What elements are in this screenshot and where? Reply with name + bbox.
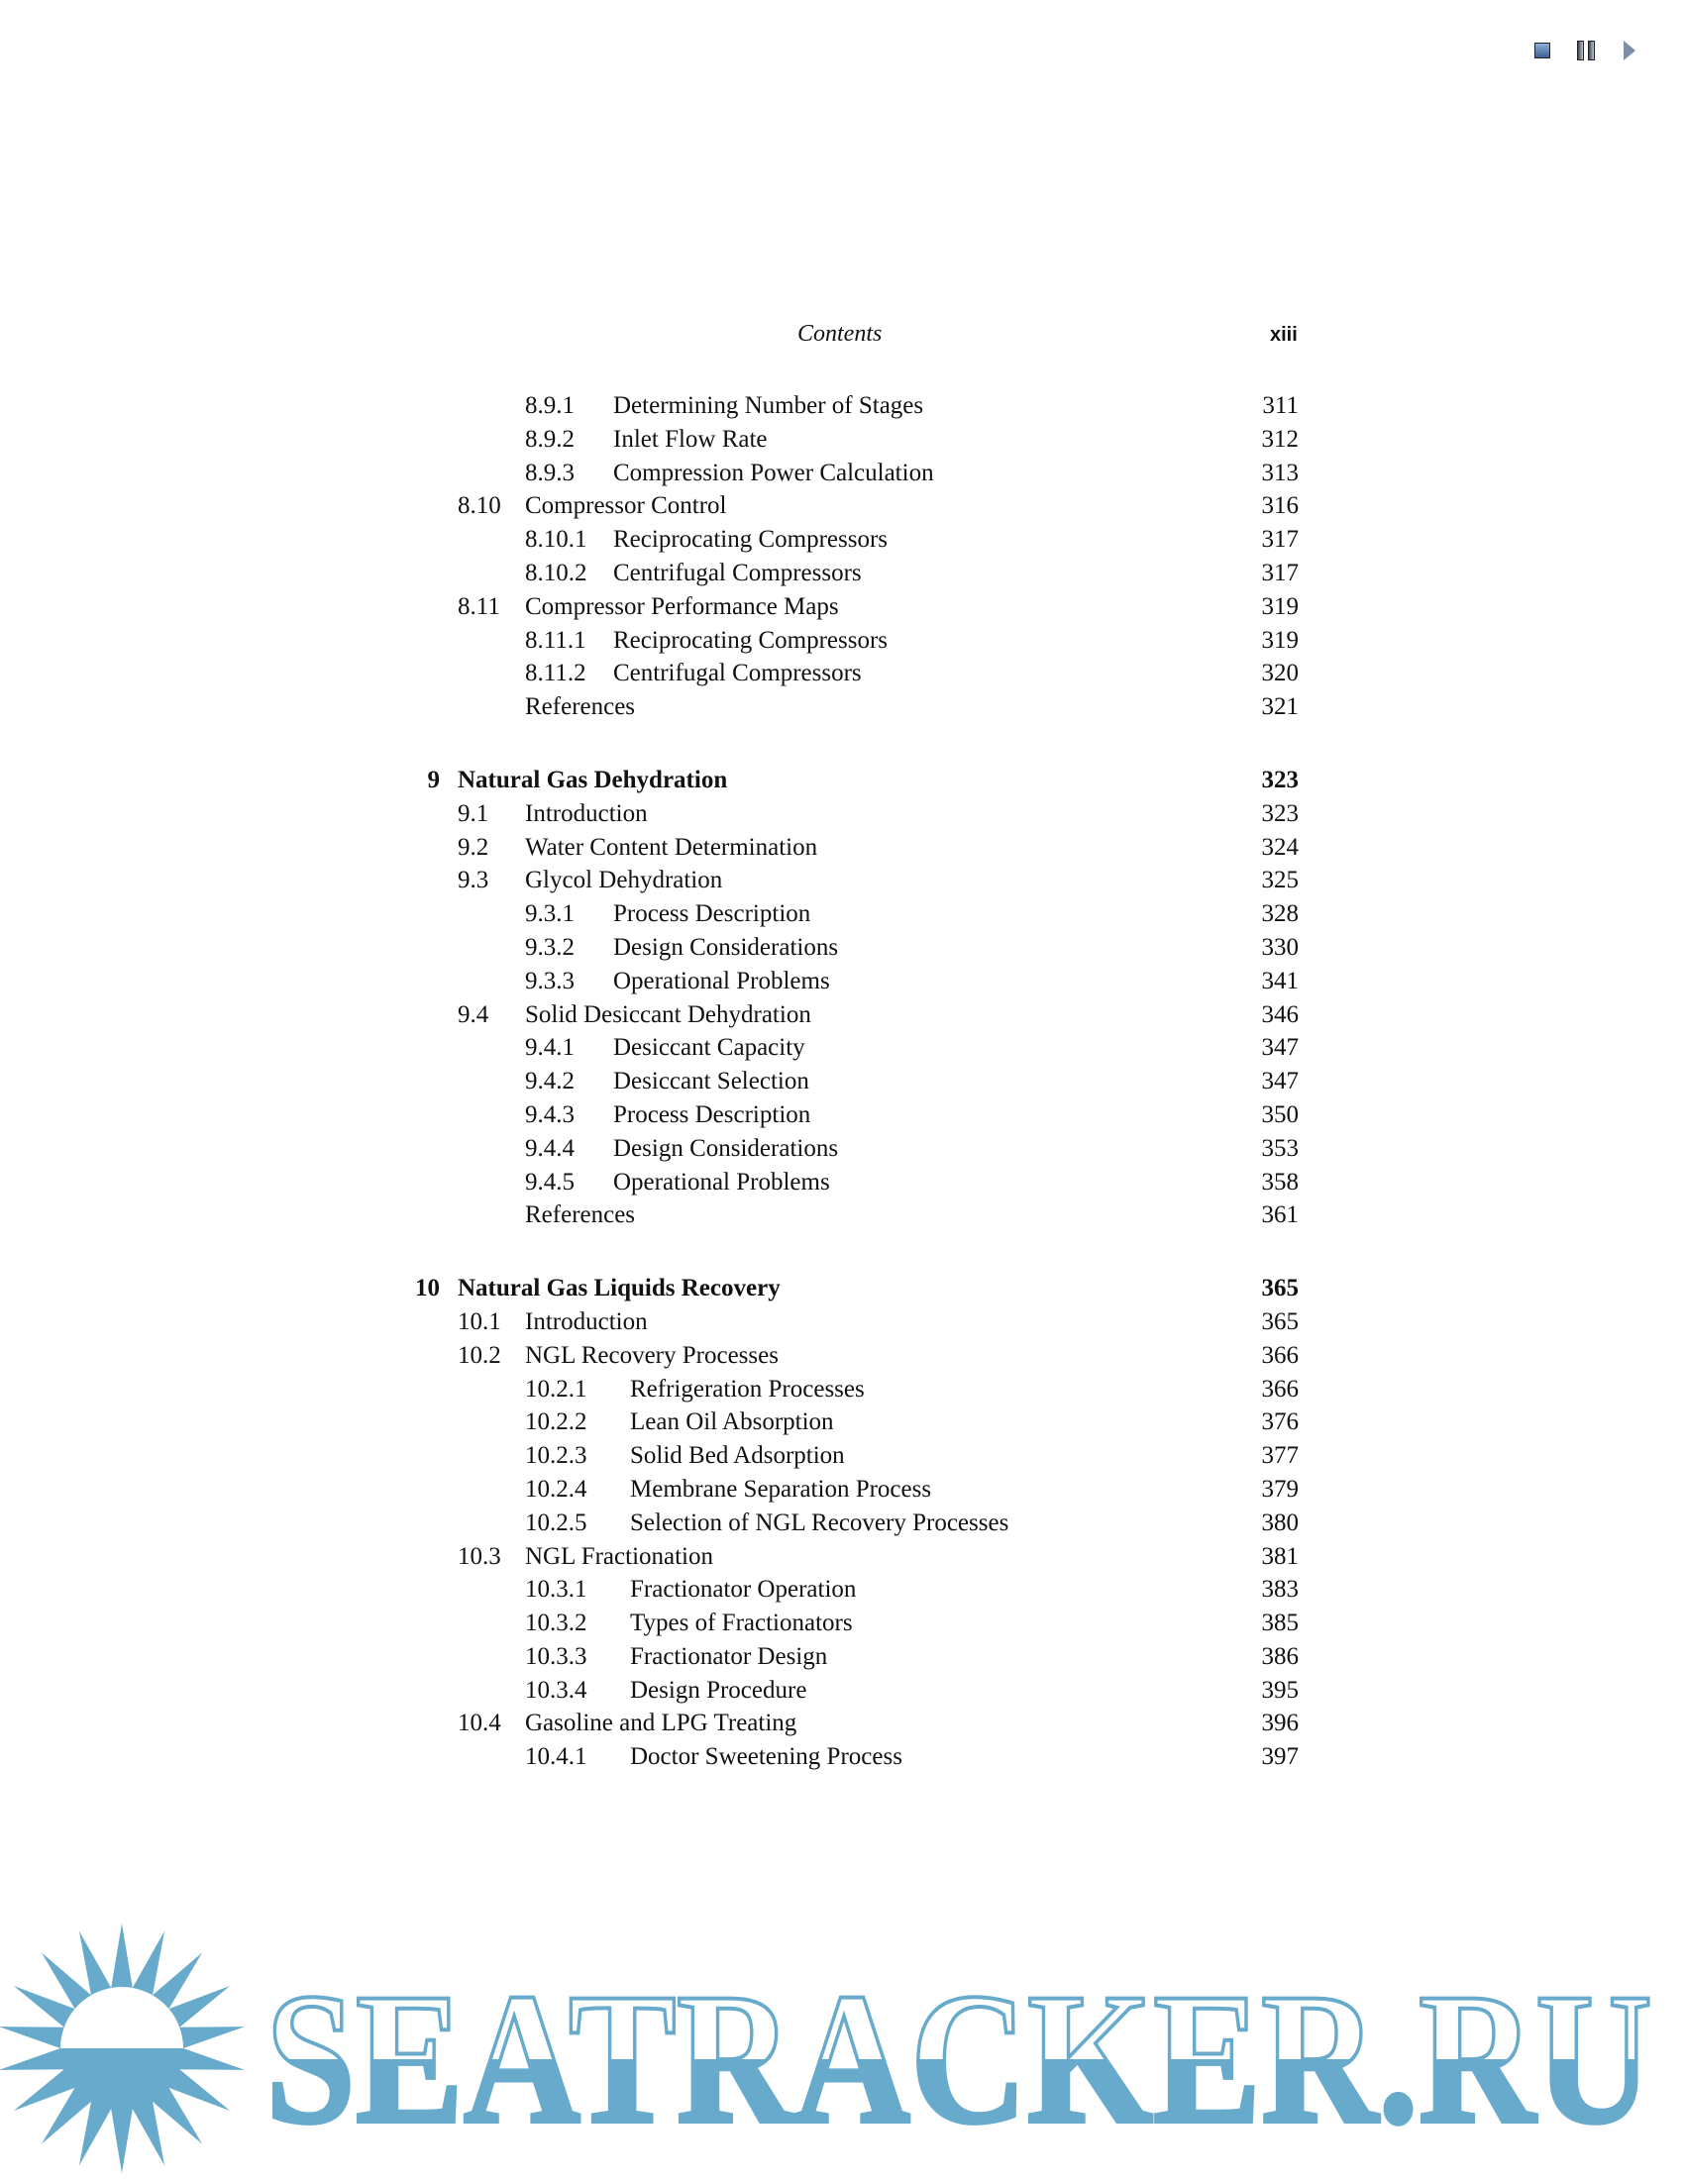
- play-icon: [1624, 41, 1635, 60]
- toc-entry-title: Selection of NGL Recovery Processes: [630, 1508, 1009, 1536]
- toc-entry-title: Doctor Sweetening Process: [630, 1743, 902, 1771]
- toc-entry-num: 9.3.3: [525, 967, 575, 994]
- toc-entry-title: Natural Gas Liquids Recovery: [458, 1275, 781, 1302]
- toc-entry-title: References: [525, 693, 636, 721]
- toc-entry-page: 381: [1261, 1542, 1299, 1570]
- toc-entry[interactable]: [0, 897, 1684, 931]
- watermark: [0, 1922, 1684, 2179]
- toc-entry-page: 379: [1261, 1475, 1299, 1503]
- toc-entry-page: 366: [1261, 1341, 1299, 1369]
- toc-entry[interactable]: [0, 965, 1684, 998]
- toc-entry[interactable]: [0, 1473, 1684, 1507]
- toc-entry-title: References: [525, 1201, 636, 1229]
- toc-entry-title: Natural Gas Dehydration: [458, 766, 728, 793]
- toc-entry-page: 386: [1261, 1642, 1299, 1670]
- toc-entry[interactable]: [0, 1674, 1684, 1708]
- toc-entry-page: 316: [1261, 492, 1299, 520]
- toc-entry-title: NGL Fractionation: [525, 1542, 714, 1570]
- toc-entry-num: 8.10.1: [525, 526, 587, 554]
- toc-entry-page: 380: [1261, 1508, 1299, 1536]
- toc-entry-page: 365: [1261, 1275, 1299, 1302]
- toc-entry[interactable]: [0, 1166, 1684, 1199]
- toc-entry-page: 353: [1261, 1134, 1299, 1162]
- toc-entry-title: Refrigeration Processes: [630, 1375, 865, 1403]
- toc-entry-title: Centrifugal Compressors: [613, 559, 862, 586]
- toc-entry-num: 10.2.1: [525, 1375, 587, 1403]
- toc-entry-num: 10.3.3: [525, 1642, 587, 1670]
- toc-entry-num: 8.11.1: [525, 626, 586, 654]
- toc-entry[interactable]: [0, 1607, 1684, 1640]
- toc-entry-num: 9.3.2: [525, 933, 575, 961]
- toc-entry[interactable]: [0, 1439, 1684, 1473]
- toc-entry-page: 397: [1261, 1743, 1299, 1771]
- toc-entry-num: 9.4.4: [525, 1134, 575, 1162]
- toc-entry[interactable]: [0, 1098, 1684, 1132]
- toc-entry[interactable]: [0, 1031, 1684, 1065]
- toc-entry-page: 317: [1261, 559, 1299, 586]
- toc-entry[interactable]: [0, 1573, 1684, 1607]
- toc-entry[interactable]: [0, 590, 1684, 624]
- toc-entry-page: 317: [1261, 526, 1299, 554]
- toc-entry[interactable]: [0, 831, 1684, 865]
- toc-entry-title: Reciprocating Compressors: [613, 526, 889, 554]
- toc-entry-num: 8.9.2: [525, 425, 575, 453]
- toc-entry-num: 9.4.5: [525, 1168, 575, 1196]
- toc-entry-page: 350: [1261, 1100, 1299, 1128]
- toc-entry-title: Glycol Dehydration: [525, 867, 723, 894]
- toc-entry-title: Compressor Control: [525, 492, 727, 520]
- sun-icon: [0, 1924, 245, 2173]
- toc-entry-title: Centrifugal Compressors: [613, 660, 862, 687]
- toc-entry-num: 10.2.4: [525, 1475, 587, 1503]
- toc-entry-title: Compression Power Calculation: [613, 459, 934, 486]
- toc-entry-title: Design Considerations: [613, 933, 839, 961]
- toc-entry-num: 10.3.1: [525, 1576, 587, 1604]
- toc-entry-num: 10.2.3: [525, 1442, 587, 1470]
- toc-entry-page: 366: [1261, 1375, 1299, 1403]
- running-head-title: Contents: [797, 321, 883, 347]
- toc-entry-num: 10.4.1: [525, 1743, 587, 1771]
- toc-entry-num: 9.1: [458, 799, 489, 827]
- pause-button[interactable]: [1577, 40, 1595, 61]
- toc-entry[interactable]: [0, 1507, 1684, 1540]
- toc-entry-num: 10.2.2: [525, 1408, 587, 1436]
- toc-entry-num: 9.4.1: [525, 1034, 575, 1062]
- toc-entry-title: Desiccant Capacity: [613, 1034, 805, 1062]
- toc-entry-num: 9.4.3: [525, 1100, 575, 1128]
- toc-entry-page: 383: [1261, 1576, 1299, 1604]
- toc-entry-title: Solid Desiccant Dehydration: [525, 1000, 811, 1028]
- toc-entry-title: Introduction: [525, 799, 648, 827]
- toc-entry[interactable]: [0, 624, 1684, 658]
- viewer-controls: [1533, 40, 1638, 61]
- toc-entry-title: Lean Oil Absorption: [630, 1408, 834, 1436]
- toc-entry-title: Introduction: [525, 1307, 648, 1335]
- toc-entry-page: 311: [1262, 392, 1299, 419]
- toc-entry-page: 361: [1261, 1201, 1299, 1229]
- toc-entry-title: NGL Recovery Processes: [525, 1341, 779, 1369]
- toc-entry[interactable]: [0, 423, 1684, 457]
- toc-entry-title: Determining Number of Stages: [613, 392, 924, 419]
- page-number: xiii: [1270, 324, 1298, 346]
- toc-entry-title: Reciprocating Compressors: [613, 626, 889, 654]
- toc-entry[interactable]: [0, 1740, 1684, 1774]
- toc-entry[interactable]: [0, 690, 1684, 724]
- stop-button[interactable]: [1533, 40, 1551, 61]
- toc-entry-title: Gasoline and LPG Treating: [525, 1710, 797, 1737]
- pause-icon: [1577, 41, 1595, 60]
- toc-entry[interactable]: [0, 1065, 1684, 1098]
- toc-entry-page: 323: [1261, 799, 1299, 827]
- toc-entry-title: Types of Fractionators: [630, 1610, 853, 1637]
- toc-entry-title: Operational Problems: [613, 1168, 830, 1196]
- toc-entry-page: 385: [1261, 1610, 1299, 1637]
- toc-entry-page: 321: [1261, 693, 1299, 721]
- toc-entry-page: 377: [1261, 1442, 1299, 1470]
- toc-entry-title: Membrane Separation Process: [630, 1475, 932, 1503]
- toc-entry[interactable]: [0, 864, 1684, 897]
- toc-entry-page: 323: [1261, 766, 1299, 793]
- toc-entry-page: 395: [1261, 1676, 1299, 1704]
- toc-entry-num: 9.2: [458, 833, 489, 861]
- toc-entry-page: 330: [1261, 933, 1299, 961]
- toc-entry[interactable]: [0, 1305, 1684, 1339]
- toc-entry-title: Solid Bed Adsorption: [630, 1442, 845, 1470]
- toc-entry[interactable]: [0, 797, 1684, 831]
- toc-entry-title: Compressor Performance Maps: [525, 592, 839, 620]
- toc-entry[interactable]: [0, 389, 1684, 423]
- toc-entry[interactable]: [0, 1373, 1684, 1406]
- watermark-logo: [0, 1922, 1684, 2179]
- toc-entry-title: Inlet Flow Rate: [613, 425, 768, 453]
- toc-entry[interactable]: [0, 1339, 1684, 1373]
- toc-entry[interactable]: [0, 998, 1684, 1032]
- toc-entry-title: Operational Problems: [613, 967, 830, 994]
- toc-entry-num: 9.3.1: [525, 900, 575, 928]
- toc-entry-num: 10.2: [458, 1341, 501, 1369]
- toc-chapter-entry[interactable]: [0, 1272, 1684, 1305]
- toc-entry-page: 319: [1261, 626, 1299, 654]
- toc-entry[interactable]: [0, 1405, 1684, 1439]
- toc-entry-num: 8.9.1: [525, 392, 575, 419]
- toc-entry[interactable]: [0, 557, 1684, 590]
- toc-entry-title: Water Content Determination: [525, 833, 818, 861]
- toc-entry-num: 9.4: [458, 1000, 489, 1028]
- toc-entry[interactable]: [0, 457, 1684, 490]
- toc-entry[interactable]: [0, 489, 1684, 523]
- toc-entry-page: 365: [1261, 1307, 1299, 1335]
- toc-entry-title: Design Considerations: [613, 1134, 839, 1162]
- toc-chapter-entry[interactable]: [0, 764, 1684, 797]
- toc-entry-num: 8.10.2: [525, 559, 587, 586]
- toc-entry[interactable]: [0, 1132, 1684, 1166]
- toc-entry-page: 347: [1261, 1034, 1299, 1062]
- toc-entry-page: 347: [1261, 1068, 1299, 1095]
- toc-entry[interactable]: [0, 657, 1684, 690]
- toc-entry-page: 376: [1261, 1408, 1299, 1436]
- toc-entry[interactable]: [0, 1707, 1684, 1740]
- stop-icon: [1534, 43, 1550, 58]
- watermark-text: SEATRACKER.RU: [265, 1955, 1652, 2163]
- toc-entry-num: 8.11: [458, 592, 500, 620]
- toc-entry-num: 10.1: [458, 1307, 501, 1335]
- table-of-contents: [0, 389, 1684, 1774]
- toc-entry-page: 325: [1261, 867, 1299, 894]
- toc-entry-page: 312: [1261, 425, 1299, 453]
- toc-entry-title: Fractionator Design: [630, 1642, 828, 1670]
- toc-entry-title: Desiccant Selection: [613, 1068, 809, 1095]
- toc-entry-num: 10.2.5: [525, 1508, 587, 1536]
- toc-entry-page: 324: [1261, 833, 1299, 861]
- toc-entry-num: 8.11.2: [525, 660, 586, 687]
- toc-entry-num: 10.4: [458, 1710, 501, 1737]
- toc-entry-num: 10: [415, 1275, 440, 1302]
- toc-entry-page: 346: [1261, 1000, 1299, 1028]
- toc-entry-page: 358: [1261, 1168, 1299, 1196]
- play-button[interactable]: [1621, 40, 1638, 61]
- toc-entry[interactable]: [0, 931, 1684, 965]
- toc-entry-num: 8.9.3: [525, 459, 575, 486]
- toc-entry-title: Design Procedure: [630, 1676, 807, 1704]
- toc-entry-title: Process Description: [613, 900, 811, 928]
- toc-entry[interactable]: [0, 1540, 1684, 1574]
- toc-entry[interactable]: [0, 1640, 1684, 1674]
- toc-entry-num: 10.3.2: [525, 1610, 587, 1637]
- toc-entry-num: 10.3.4: [525, 1676, 587, 1704]
- toc-entry[interactable]: [0, 523, 1684, 557]
- toc-entry-page: 313: [1261, 459, 1299, 486]
- toc-entry[interactable]: [0, 1198, 1684, 1232]
- toc-entry-title: Process Description: [613, 1100, 811, 1128]
- toc-entry-page: 328: [1261, 900, 1299, 928]
- toc-entry-title: Fractionator Operation: [630, 1576, 857, 1604]
- toc-entry-page: 319: [1261, 592, 1299, 620]
- toc-entry-num: 9.3: [458, 867, 489, 894]
- toc-entry-page: 320: [1261, 660, 1299, 687]
- toc-entry-page: 341: [1261, 967, 1299, 994]
- toc-entry-num: 8.10: [458, 492, 501, 520]
- toc-entry-page: 396: [1261, 1710, 1299, 1737]
- toc-entry-num: 9: [427, 766, 440, 793]
- toc-entry-num: 10.3: [458, 1542, 501, 1570]
- toc-entry-num: 9.4.2: [525, 1068, 575, 1095]
